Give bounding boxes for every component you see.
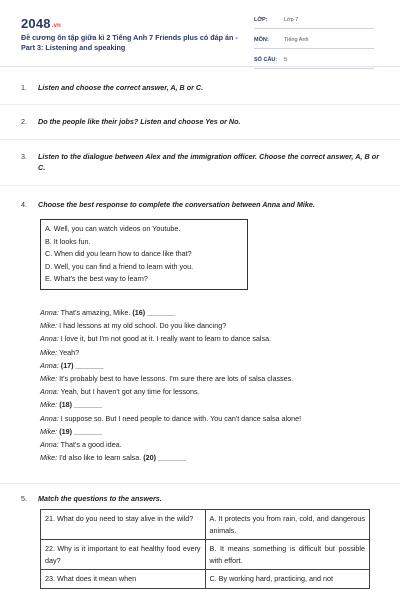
meta-value: Lớp 7 xyxy=(284,17,299,23)
line-text: It's probably best to have lessons. I'm sure there are lots of salsa classes. xyxy=(57,374,294,384)
dialogue-line xyxy=(40,359,380,372)
logo-text: 2048 xyxy=(21,16,51,31)
answer-cell: B. It means something is difficult but possible with effort. xyxy=(205,540,370,570)
site-logo[interactable] xyxy=(21,16,61,31)
line-text: Yeah? xyxy=(57,347,80,357)
speaker: Anna: xyxy=(40,334,59,344)
response-options-box xyxy=(40,219,248,290)
speaker: Mike: xyxy=(40,374,58,384)
line-text: I'd also like to learn salsa. xyxy=(57,453,144,463)
dialogue-line xyxy=(40,306,380,319)
match-table xyxy=(40,509,370,589)
answer-blank: (20) _______ xyxy=(143,453,187,463)
speaker: Mike: xyxy=(40,400,58,410)
dialogue-line xyxy=(40,372,380,385)
line-text: That's amazing, Mike. xyxy=(58,308,133,317)
speaker: Anna: xyxy=(40,387,59,397)
option-b: B. It looks fun. xyxy=(45,236,91,246)
answer-blank: (16) _______ xyxy=(132,308,176,317)
dialogue-line xyxy=(40,385,380,398)
question-number: 1. xyxy=(21,83,27,92)
question-number: 2. xyxy=(21,117,27,126)
question-cell: 23. What does it mean when xyxy=(41,570,206,589)
speaker: Anna: xyxy=(40,440,59,450)
speaker: Mike: xyxy=(40,321,58,331)
meta-row-class xyxy=(254,14,374,29)
question-text: Listen to the dialogue between Alex and the immigration officer. Choose the correct answer, A, B or C. xyxy=(38,152,379,172)
dialogue-line xyxy=(40,346,380,359)
meta-value: 5 xyxy=(284,57,288,63)
dialogue-line xyxy=(40,451,380,464)
speaker: Mike: xyxy=(40,426,58,436)
question-text: Match the questions to the answers. xyxy=(38,494,162,503)
question-cell: 22. Why is it important to eat healthy food every day? xyxy=(41,540,206,570)
answer-blank: (18) _______ xyxy=(59,400,102,410)
table-row xyxy=(41,570,370,589)
question-number: 4. xyxy=(21,200,27,209)
speaker: Anna: xyxy=(40,413,59,423)
speaker: Anna: xyxy=(40,360,59,370)
logo-suffix: .vn xyxy=(51,23,62,29)
table-row xyxy=(41,510,370,540)
speaker: Mike: xyxy=(40,453,58,463)
meta-label: LỚP: xyxy=(254,17,268,23)
speaker: Mike: xyxy=(40,347,58,357)
question-text: Listen and choose the correct answer, A, B or C. xyxy=(38,83,204,92)
meta-label: SỐ CÂU: xyxy=(254,57,278,63)
table-row xyxy=(41,540,370,570)
dialogue-line xyxy=(40,332,380,345)
question-number: 3. xyxy=(21,152,27,161)
meta-value: Tiếng Anh xyxy=(284,37,309,43)
dialogue-line xyxy=(40,319,380,332)
divider xyxy=(0,483,400,484)
document-title: Đề cương ôn tập giữa kì 2 Tiếng Anh 7 Friends plus có đáp án - Part 3: Listening and speaking xyxy=(21,33,238,52)
line-text: I love it, but I'm not good at it. I really want to learn to dance salsa. xyxy=(58,334,272,344)
answer-blank: (19) _______ xyxy=(59,426,102,436)
question-text: Choose the best response to complete the conversation between Anna and Mike. xyxy=(38,200,315,209)
document-meta xyxy=(254,14,374,74)
line-text: Yeah, but I haven't got any time for lessons. xyxy=(58,387,200,397)
answer-blank: (17) _______ xyxy=(60,360,104,370)
speaker: Anna: xyxy=(40,308,59,317)
option-a: A. Well, you can watch videos on Youtube. xyxy=(45,224,181,233)
line-text: I suppose so. But I need people to dance with. You can't dance salsa alone! xyxy=(58,413,302,423)
option-d: D. Well, you can find a friend to learn with you. xyxy=(45,261,194,271)
line-text: I had lessons at my old school. Do you like dancing? xyxy=(57,321,227,331)
question-number: 5. xyxy=(21,494,27,503)
dialogue-line xyxy=(40,412,380,425)
option-c: C. When did you learn how to dance like that? xyxy=(45,249,192,258)
header-divider xyxy=(0,66,400,67)
divider xyxy=(0,104,400,105)
meta-label: MÔN: xyxy=(254,37,269,43)
dialogue-line xyxy=(40,398,380,411)
dialogue xyxy=(40,306,380,464)
question-cell: 21. What do you need to stay alive in the wild? xyxy=(41,510,206,540)
answer-cell: C. By working hard, practicing, and not xyxy=(205,570,370,589)
line-text: That's a good idea. xyxy=(58,440,122,450)
option-e: E. What's the best way to learn? xyxy=(45,274,148,283)
divider xyxy=(0,139,400,140)
document-header xyxy=(0,0,400,66)
divider xyxy=(0,185,400,186)
dialogue-line xyxy=(40,438,380,451)
answer-cell: A. It protects you from rain, cold, and dangerous animals. xyxy=(205,510,370,540)
dialogue-line xyxy=(40,425,380,438)
meta-row-subject xyxy=(254,34,374,49)
question-text: Do the people like their jobs? Listen and choose Yes or No. xyxy=(38,117,241,126)
